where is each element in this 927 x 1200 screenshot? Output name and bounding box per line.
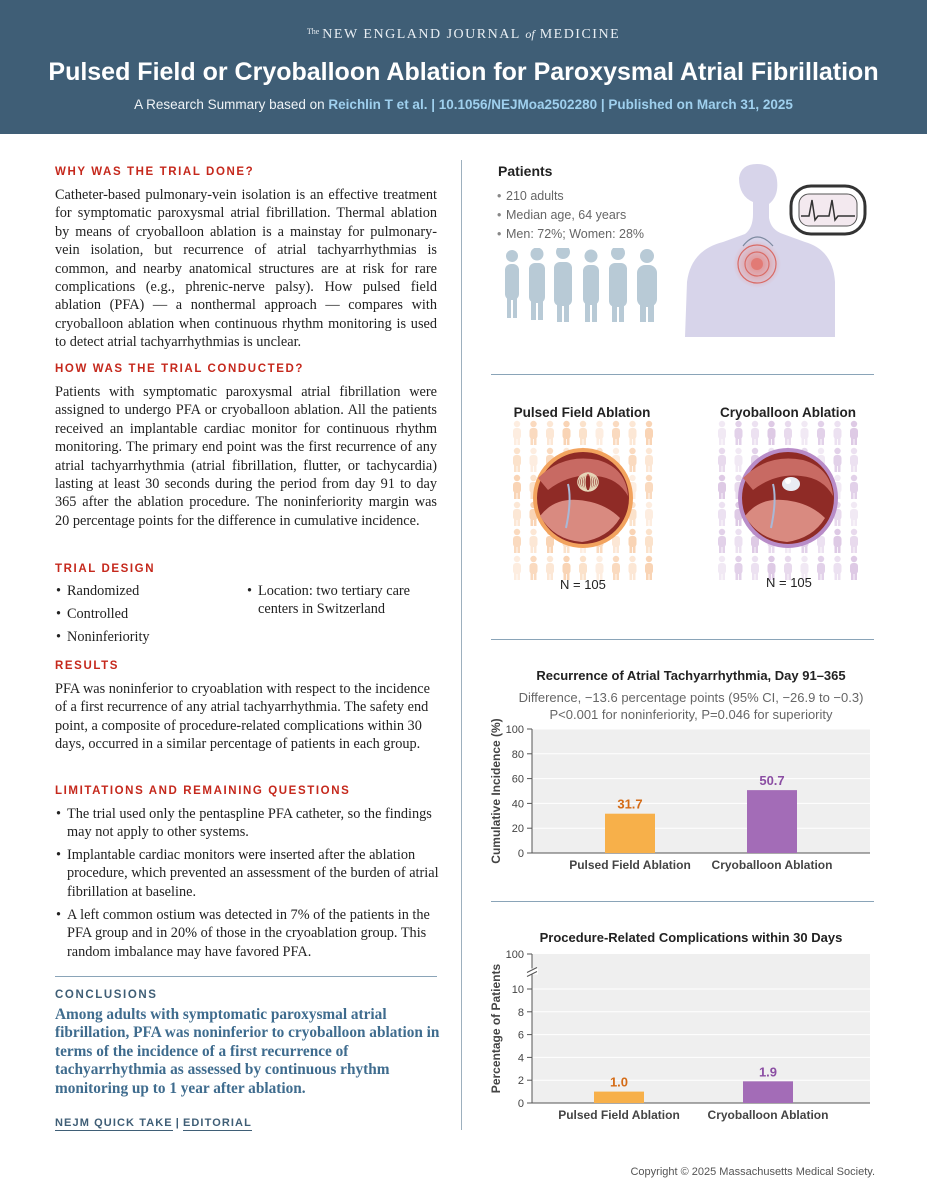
person-figure: [718, 529, 726, 553]
person-figure: [718, 502, 726, 526]
right-divider: [491, 901, 874, 902]
person-figure: [850, 556, 858, 580]
y-tick-label: 4: [517, 1052, 524, 1065]
y-tick-label: 60: [511, 773, 524, 786]
y-tick-label: 0: [517, 1098, 524, 1110]
y-tick-label: 2: [517, 1075, 524, 1088]
bar-value-label: 50.7: [759, 773, 785, 789]
design-location: • Location: two tertiary care centers in Switzerland: [258, 582, 438, 619]
chart2-title: Procedure-Related Complications within 30 Days: [539, 930, 843, 945]
left-divider: [55, 976, 437, 977]
quick-take-link[interactable]: NEJM QUICK TAKE: [55, 1117, 173, 1129]
bar-pfa: [605, 814, 655, 853]
y-tick-label: 6: [517, 1029, 524, 1042]
y-tick-label: 10: [511, 984, 524, 996]
person-figure: [817, 421, 825, 445]
design-item: • Randomized: [67, 582, 139, 600]
person-figure: [645, 475, 653, 499]
design-item: • Controlled: [67, 605, 128, 623]
person-figure: [850, 529, 858, 553]
person-figure: [612, 421, 620, 445]
person-figure: [513, 448, 521, 472]
column-divider: [461, 160, 462, 1130]
person-figure: [718, 556, 726, 580]
person-figure: [751, 421, 759, 445]
person-figure: [596, 421, 604, 445]
person-figure: [718, 448, 726, 472]
cryoballoon-highlight: [785, 478, 791, 484]
person-figure: [530, 556, 538, 580]
person-figure: [817, 556, 825, 580]
bar-value-label: 1.9: [758, 1064, 778, 1080]
y-axis-label: Percentage of Patients: [489, 963, 503, 1094]
cryo-n-label: N = 105: [766, 575, 812, 590]
cryoballoon: [782, 477, 800, 491]
y-tick-label: 20: [511, 823, 524, 836]
bar-value-label: 1.0: [609, 1074, 629, 1090]
patients-item: • Men: 72%; Women: 28%: [506, 227, 644, 241]
person-figure: [850, 475, 858, 499]
person-figure: [784, 421, 792, 445]
arm-label-pfa: Pulsed Field Ablation: [513, 405, 651, 420]
complications-bar-chart: [488, 944, 878, 1130]
limitation-item: • The trial used only the pentaspline PFA catheter, so the findings may not apply to other systems.: [67, 805, 439, 842]
y-tick-label: 100: [505, 949, 524, 961]
why-text: Catheter-based pulmonary-vein isolation is an effective treatment for symptomatic paroxysmal atrial fibrillation. Thermal ablation by means of cryoballoon ablation is a mainstay for pulmonary-vein isolation, but recurrence of atrial tachyarrhythmias is common, and nearby anatomical structures are at risk for rare complications (e.g., phrenic-nerve palsy). How pulsed field ablation (PFA) — a nonthermal approach — compares with cryoballoon ablation when continuous rhythm monitoring is used to detect atrial tachyarrhythmias is unclear.: [55, 187, 437, 351]
journal-name-b: MEDICINE: [539, 27, 621, 42]
person-figure: [735, 529, 743, 553]
patients-heading: Patients: [498, 163, 553, 179]
design-item: • Noninferiority: [67, 628, 150, 646]
person-figure: [530, 448, 538, 472]
journal-name-a: NEW ENGLAND JOURNAL: [322, 27, 521, 42]
person-figure: [629, 556, 637, 580]
y-tick-label: 100: [505, 724, 524, 736]
person-figure: [645, 529, 653, 553]
chart1-subtitle2: P<0.001 for noninferiority, P=0.046 for superiority: [549, 707, 833, 722]
person-figure: [513, 556, 521, 580]
person-figure: [629, 421, 637, 445]
how-heading: HOW WAS THE TRIAL CONDUCTED?: [55, 363, 305, 375]
bar-pfa: [594, 1092, 644, 1103]
person-figure: [801, 421, 809, 445]
person-figure: [513, 475, 521, 499]
conclusions-heading: CONCLUSIONS: [55, 989, 158, 1001]
bar-cryo: [743, 1081, 793, 1103]
y-tick-label: 80: [511, 748, 524, 761]
x-category-label: Pulsed Field Ablation: [558, 1108, 680, 1122]
pfa-heart-illustration: [508, 418, 658, 598]
person-figure: [735, 556, 743, 580]
person-figure: [629, 529, 637, 553]
right-divider: [491, 374, 874, 375]
person-figure: [645, 421, 653, 445]
patients-item: • 210 adults: [506, 189, 564, 203]
why-heading: WHY WAS THE TRIAL DONE?: [55, 166, 255, 178]
person-figure: [834, 421, 842, 445]
limitation-item: • Implantable cardiac monitors were inserted after the ablation procedure, which prevented an assessment of the burden of atrial fibrillation at baseline.: [67, 846, 439, 901]
people-silhouettes-icon: [498, 248, 668, 322]
x-category-label: Pulsed Field Ablation: [569, 858, 691, 872]
subtitle-prefix: A Research Summary based on: [134, 97, 329, 112]
person-figure: [530, 529, 538, 553]
person-figure: [834, 529, 842, 553]
journal-the: The: [306, 27, 320, 36]
plot-area: [532, 729, 870, 853]
results-text: PFA was noninferior to cryoablation with respect to the incidence of a first recurrence of any atrial tachyarrhythmia. The safety end point, a composite of procedure-related complications within 30 days, occurred in a similar percentage of patients in each group.: [55, 681, 430, 753]
person-figure: [834, 556, 842, 580]
subtitle: [0, 97, 927, 112]
person-figure: [513, 529, 521, 553]
person-figure: [629, 448, 637, 472]
person-figure: [612, 556, 620, 580]
arm-label-cryo: Cryoballoon Ablation: [720, 405, 856, 420]
journal-name: [0, 27, 927, 43]
link-separator: |: [175, 1117, 180, 1129]
cryo-heart-illustration: [713, 418, 863, 598]
journal-of: of: [525, 27, 535, 41]
results-heading: RESULTS: [55, 660, 120, 672]
person-figure: [513, 502, 521, 526]
person-figure: [645, 448, 653, 472]
y-tick-label: 0: [517, 848, 524, 860]
person-figure: [546, 421, 554, 445]
person-figure: [735, 448, 743, 472]
copyright: Copyright © 2025 Massachusetts Medical Society.: [630, 1166, 875, 1178]
y-tick-label: 40: [511, 798, 524, 811]
x-category-label: Cryoballoon Ablation: [711, 858, 833, 872]
person-figure: [513, 421, 521, 445]
person-figure: [850, 502, 858, 526]
pfa-n-label: N = 105: [560, 577, 606, 592]
person-figure: [579, 421, 587, 445]
how-text: Patients with symptomatic paroxysmal atrial fibrillation were assigned to undergo PFA or cryoballoon ablation. All the patients received an implantable cardiac monitor for continuous rhythm monitoring. The primary end point was the first recurrence of any atrial tachyarrhythmia (atrial fibrillation, flutter, or tachycardia) lasting at least 30 seconds during the period from day 91 to day 365 after the ablation procedure. The noninferiority margin was 20 percentage points for the difference in cumulative incidence.: [55, 384, 437, 529]
x-category-label: Cryoballoon Ablation: [707, 1108, 829, 1122]
person-figure: [530, 421, 538, 445]
editorial-link[interactable]: EDITORIAL: [182, 1117, 252, 1129]
design-heading: TRIAL DESIGN: [55, 563, 156, 575]
y-axis-label: Cumulative Incidence (%): [489, 718, 503, 864]
person-figure: [718, 421, 726, 445]
right-divider: [491, 639, 874, 640]
links-row: [55, 1117, 252, 1129]
patients-item: • Median age, 64 years: [506, 208, 626, 222]
bar-value-label: 31.7: [617, 796, 643, 812]
header-banner: [0, 0, 927, 134]
chart1-title: Recurrence of Atrial Tachyarrhythmia, Day 91–365: [536, 668, 846, 683]
limitation-item: • A left common ostium was detected in 7% of the patients in the PFA group and in 20% of those in the cryoablation group. This random imbalance may have favored PFA.: [67, 906, 439, 961]
person-figure: [850, 448, 858, 472]
person-figure: [718, 475, 726, 499]
person-figure: [751, 556, 759, 580]
person-figure: [834, 448, 842, 472]
person-figure: [735, 421, 743, 445]
person-figure: [563, 421, 571, 445]
conclusions-text: Among adults with symptomatic paroxysmal atrial fibrillation, PFA was noninferior to cryoballoon ablation in terms of the incidence of a first recurrence of tachyarrhythmia as assessed by continuous rhythm monitoring up to 1 year after ablation.: [55, 1006, 440, 1097]
person-figure: [850, 421, 858, 445]
page-title: Pulsed Field or Cryoballoon Ablation for Paroxysmal Atrial Fibrillation: [48, 58, 879, 86]
recurrence-bar-chart: [488, 716, 878, 878]
patient-heart-monitor-icon: [683, 162, 873, 337]
limitations-heading: LIMITATIONS AND REMAINING QUESTIONS: [55, 785, 351, 797]
person-figure: [645, 556, 653, 580]
y-tick-label: 8: [517, 1006, 524, 1019]
bar-cryo: [747, 790, 797, 853]
person-figure: [768, 421, 776, 445]
person-figure: [546, 556, 554, 580]
citation-link[interactable]: Reichlin T et al. | 10.1056/NEJMoa2502280 | Published on March 31, 2025: [328, 97, 793, 112]
chart1-subtitle1: Difference, −13.6 percentage points (95% CI, −26.9 to −0.3): [518, 690, 864, 705]
person-figure: [645, 502, 653, 526]
